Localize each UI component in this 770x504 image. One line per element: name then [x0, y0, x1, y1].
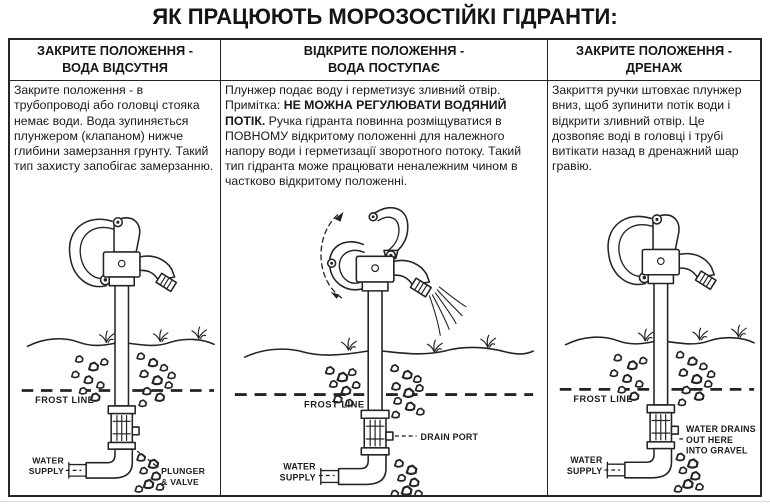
- panel-description: Закрите положення - в трубопроводі або головці стояка немає води. Вода зупиняється плунжером (клапаном) нижче глибини замерзання грунту. Такий тип захисту запобігає замерзанню.: [14, 83, 214, 173]
- water-supply-label: SUPPLY: [566, 465, 603, 476]
- panel-body: [221, 81, 547, 495]
- panel-header: [10, 40, 220, 81]
- panel-header-line1: ЗАКРИТЕ ПОЛОЖЕННЯ -: [576, 43, 732, 58]
- panel-body: [548, 81, 760, 495]
- description-text: Плунжер подає воду і герметизує зливний отвір. Примітка:: [225, 83, 501, 113]
- panel-header-line2: ВОДА ПОСТУПАЄ: [327, 59, 441, 75]
- hydrant-diagram-closed: [14, 202, 216, 495]
- panel-closed-no-water: [10, 40, 220, 495]
- water-drains-label: INTO GRAVEL: [686, 445, 748, 456]
- drain-port-label: DRAIN PORT: [420, 431, 479, 442]
- scan-edge-line: [0, 501, 770, 502]
- panel-header-line2: ВОДА ВІДСУТНЯ: [62, 59, 168, 75]
- panel-description: Закриття ручки штовхає плунжер вниз, щоб зупинити потік води і відкрити зливний отвір. Це дозвопяє воді в головці і трубі витікати назад в дренажний шар гравію.: [552, 83, 742, 173]
- panel-body: [10, 81, 220, 495]
- hydrant-drawing: [235, 208, 533, 495]
- water-supply-label: WATER: [283, 461, 316, 472]
- frost-line-label: FROST LINE: [573, 393, 634, 404]
- water-supply-label: SUPPLY: [279, 472, 316, 483]
- water-supply-label: SUPPLY: [28, 465, 65, 476]
- plunger-valve-label: & VALVE: [161, 476, 200, 487]
- water-drains-label: OUT HERE: [686, 434, 734, 445]
- hydrant-diagram-open: [225, 201, 543, 495]
- water-drains-label: WATER DRAINS: [686, 423, 756, 434]
- panel-header-line1: ВІДКРИТЕ ПОЛОЖЕННЯ -: [303, 43, 465, 58]
- water-supply-label: WATER: [570, 454, 603, 465]
- page-title: ЯК ПРАЦЮЮТЬ МОРОЗОСТІЙКІ ГІДРАНТИ:: [152, 4, 618, 29]
- panel-header: [221, 40, 547, 81]
- water-supply-label: WATER: [32, 455, 65, 466]
- panel-header-line1: ЗАКРИТЕ ПОЛОЖЕННЯ -: [37, 43, 193, 58]
- panel-header-line2: ДРЕНАЖ: [625, 59, 683, 75]
- frost-line-label: FROST LINE: [35, 394, 95, 405]
- panel-header: [548, 40, 760, 81]
- plunger-valve-label: PLUNGER: [161, 465, 206, 476]
- hydrant-table: [8, 38, 762, 497]
- description-warning-bold: НЕ МОЖНА РЕГУЛЮВАТИ ВОДЯНИЙ ПОТІК.: [225, 98, 507, 128]
- hydrant-drawing: [22, 217, 214, 491]
- description-text: Ручка гідранта повинна розміщуватися в ПОВНОМУ відкритому положенні для належного напору води і герметизації зворотного потоку. Такий тип гідранта може працювати неналежним чином в частково відкритому положенні.: [225, 113, 522, 188]
- hydrant-diagram-drain: [552, 199, 756, 495]
- panel-closed-drain: [548, 40, 760, 495]
- panel-open-water-flows: [220, 40, 548, 495]
- frost-line-label: FROST LINE: [304, 399, 365, 410]
- panel-description: [225, 83, 543, 189]
